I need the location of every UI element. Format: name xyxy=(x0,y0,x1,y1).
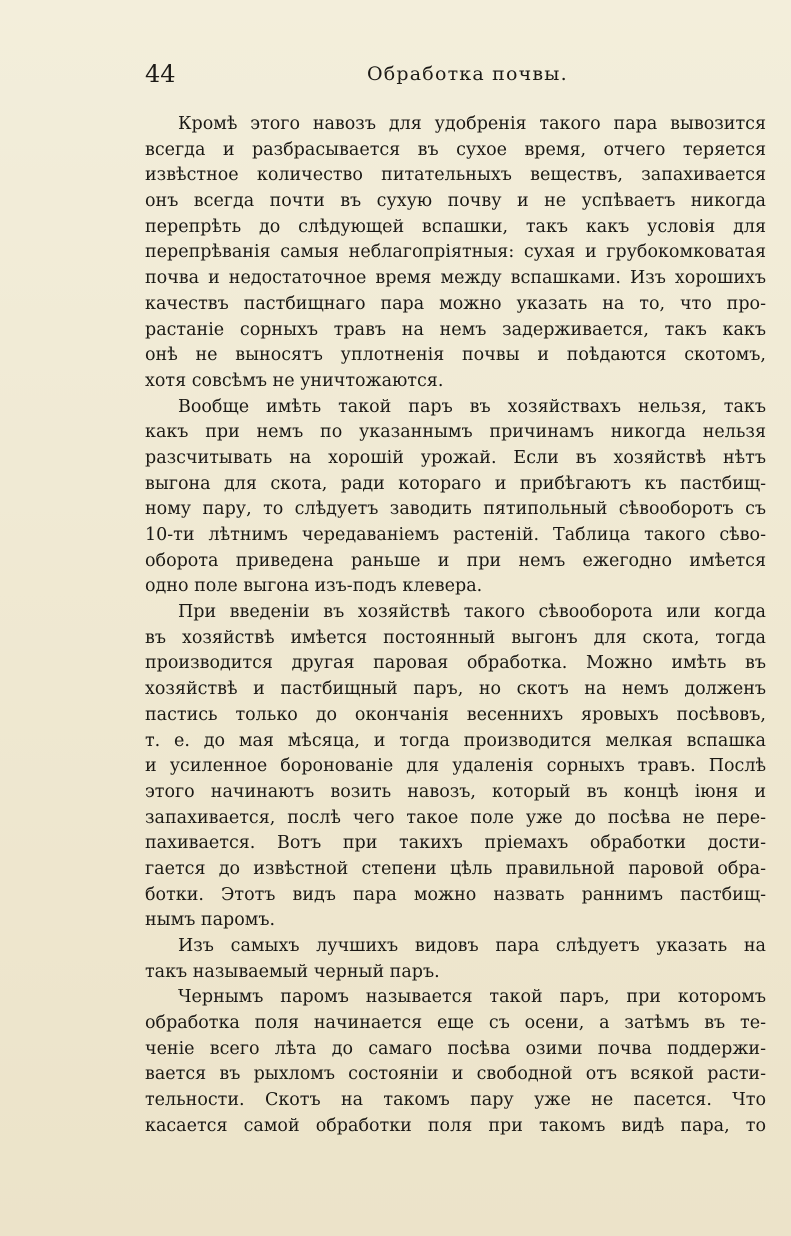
text-line: ботки. Этотъ видъ пара можно назвать раннимъ пастбищ- xyxy=(145,884,766,905)
text-line: производится другая паровая обработка. Можно имѣть въ xyxy=(145,653,766,674)
page-header xyxy=(145,60,761,96)
text-line: нымъ паромъ. xyxy=(145,910,276,931)
text-line: тельности. Скотъ на такомъ пару уже не пасется. Что xyxy=(145,1090,766,1111)
text-line: въ хозяйствѣ имѣется постоянный выгонъ для скота, тогда xyxy=(145,627,766,648)
text-line: запахивается, послѣ чего такое поле уже до посѣва не пере- xyxy=(145,807,766,828)
text-line: такъ называемый черный паръ. xyxy=(145,961,440,982)
text-line: почва и недостаточное время между вспашками. Изъ хорошихъ xyxy=(145,268,766,289)
text-line: Вообще имѣть такой паръ въ хозяйствахъ нельзя, такъ xyxy=(178,396,766,417)
text-line: растаніе сорныхъ травъ на немъ задерживается, такъ какъ xyxy=(145,319,766,340)
text-line: вается въ рыхломъ состояніи и свободной отъ всякой расти- xyxy=(145,1064,766,1085)
text-line: какъ при немъ по указаннымъ причинамъ никогда нельзя xyxy=(145,422,766,443)
text-line: этого начинаютъ возить навозъ, который въ концѣ іюня и xyxy=(145,781,766,802)
text-line: хозяйствѣ и пастбищный паръ, но скотъ на немъ долженъ xyxy=(145,679,766,700)
text-line: всегда и разбрасывается въ сухое время, отчего теряется xyxy=(145,139,766,160)
text-line: ному пару, то слѣдуетъ заводить пятипольный сѣвооборотъ съ xyxy=(145,499,766,520)
page-number: 44 xyxy=(145,60,176,88)
text-line: т. е. до мая мѣсяца, и тогда производится мелкая вспашка xyxy=(145,730,766,751)
text-line: разсчитывать на хорошій урожай. Если въ хозяйствѣ нѣтъ xyxy=(145,447,766,468)
text-line: 10-ти лѣтнимъ чередаваніемъ растеній. Таблица такого сѣво- xyxy=(145,525,766,545)
paragraph xyxy=(145,985,766,1139)
text-line: Кромѣ этого навозъ для удобренія такого пара вывозится xyxy=(178,114,766,134)
paragraph xyxy=(145,934,766,985)
text-line: При введеніи въ хозяйствѣ такого сѣвооборота или когда xyxy=(178,602,766,623)
text-line: Чернымъ паромъ называется такой паръ, при которомъ xyxy=(178,987,766,1008)
text-line: одно поле выгона изъ-подъ клевера. xyxy=(145,576,483,597)
text-line: гается до извѣстной степени цѣль правильной паровой обра- xyxy=(145,858,766,879)
body-text xyxy=(145,112,766,1140)
text-line: перепрѣванія самыя неблагопріятныя: сухая и грубокомковатая xyxy=(145,242,766,263)
text-line: ченіе всего лѣта до самаго посѣва озими почва поддержи- xyxy=(145,1038,766,1059)
paragraph xyxy=(145,112,766,395)
text-line: пастись только до окончанія весеннихъ яровыхъ посѣвовъ, xyxy=(145,704,766,725)
text-line: и усиленное боронованіе для удаленія сорныхъ травъ. Послѣ xyxy=(145,756,766,777)
text-line: пахивается. Вотъ при такихъ пріемахъ обработки дости- xyxy=(145,833,766,854)
text-line: оборота приведена раньше и при немъ ежегодно имѣется xyxy=(145,550,766,571)
text-line: качествъ пастбищнаго пара можно указать на то, что про- xyxy=(145,293,766,314)
text-line: касается самой обработки поля при такомъ видѣ пара, то xyxy=(145,1115,766,1136)
text-line: выгона для скота, ради котораго и прибѣгаютъ къ пастбищ- xyxy=(145,473,766,494)
text-line: онъ всегда почти въ сухую почву и не успѣваетъ никогда xyxy=(145,191,766,212)
text-line: Изъ самыхъ лучшихъ видовъ пара слѣдуетъ указать на xyxy=(178,936,766,956)
text-line: перепрѣть до слѣдующей вспашки, такъ какъ условія для xyxy=(145,216,766,237)
paragraph xyxy=(145,600,766,934)
text-line: хотя совсѣмъ не уничтожаются. xyxy=(145,370,444,391)
running-head: Обработка почвы. xyxy=(367,63,568,85)
paragraph xyxy=(145,395,766,601)
text-line: онѣ не выносятъ уплотненія почвы и поѣдаются скотомъ, xyxy=(145,345,766,366)
text-line: обработка поля начинается еще съ осени, а затѣмъ въ те- xyxy=(145,1013,766,1034)
text-line: извѣстное количество питательныхъ веществъ, запахивается xyxy=(145,165,766,186)
